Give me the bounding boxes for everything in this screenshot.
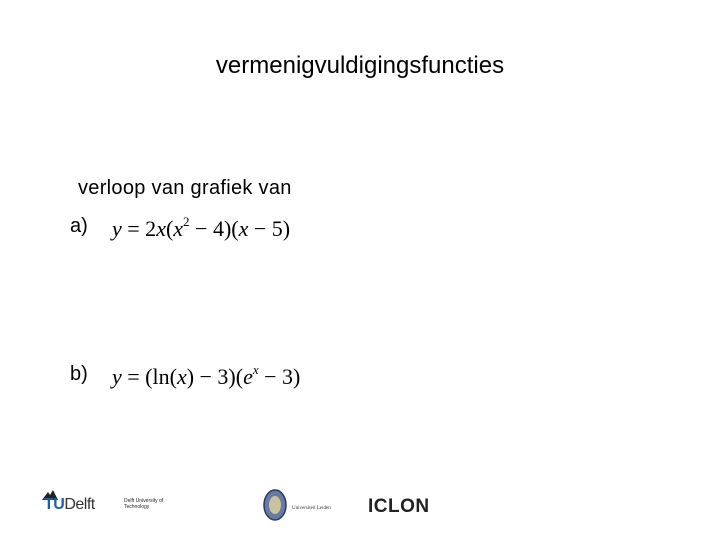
slide-title: vermenigvuldigingsfuncties xyxy=(215,52,505,79)
tud-logo-tu: TU xyxy=(44,496,65,513)
formula-a: $y = 2x(x^2 - 4)(x - 5)$ xyxy=(112,214,291,241)
slide-subtitle: verloop van grafiek van xyxy=(78,177,292,199)
footer-logos xyxy=(0,480,720,540)
formula-b: $y = (\ln(x) - 3)(e^x - 3)$ xyxy=(112,362,301,389)
item-label-a: a) xyxy=(70,215,88,237)
tud-small-text: Delft University of Technology xyxy=(124,498,164,510)
iclon-logo: ICLON xyxy=(368,496,430,517)
item-label-b: b) xyxy=(70,363,88,385)
tud-logo xyxy=(44,496,95,514)
tud-logo-delft: Delft xyxy=(64,496,95,513)
leiden-text: Universiteit Leiden xyxy=(292,506,331,511)
leiden-seal-icon xyxy=(262,488,288,522)
